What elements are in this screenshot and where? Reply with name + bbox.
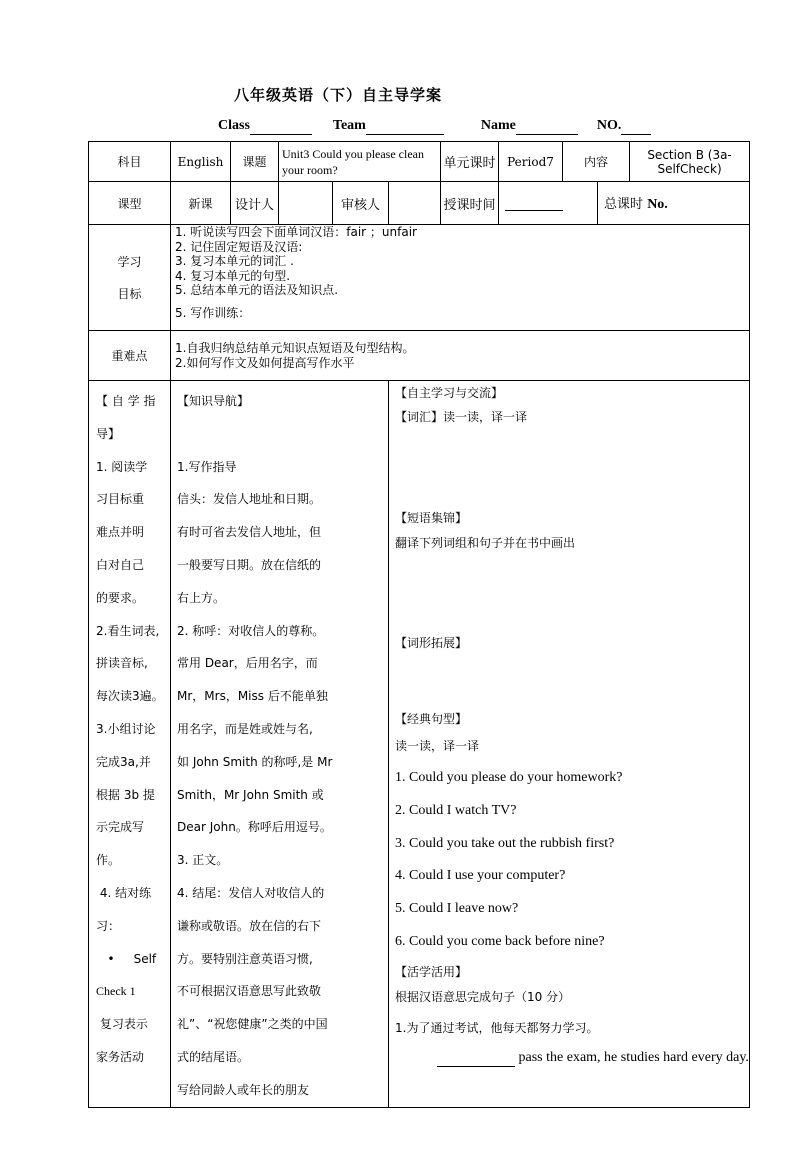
knowledge-line: 有时可省去发信人地址，但: [177, 525, 322, 540]
knowledge-line: 一般要写日期。放在信纸的: [177, 557, 322, 572]
knowledge-line: [177, 418, 382, 451]
class-blank: [250, 118, 312, 135]
content-value: Section B (3a-SelfCheck): [630, 142, 750, 182]
knowledge-line: Mr，Mrs，Miss 后不能单独: [177, 689, 328, 704]
guide-line: 完成3a,并: [96, 754, 151, 769]
time-value: [499, 182, 598, 225]
self-study-exchange-column: [389, 381, 750, 1108]
keypoints-label: 重难点: [89, 331, 171, 381]
sentences-task: 读一读，译一译: [395, 739, 480, 753]
goals-list: [171, 225, 750, 331]
knowledge-line: Dear John。称呼后用逗号。: [177, 820, 332, 835]
topic-label: 课题: [231, 142, 279, 182]
lesson-label: 单元课时: [441, 142, 499, 182]
goals-label: [89, 225, 171, 331]
practice-question-1: 1.为了通过考试，他每天都努力学习。: [395, 1021, 599, 1035]
topic-value: Unit3 Could you please clean your room?: [279, 142, 441, 182]
guide-line: 习目标重: [96, 492, 145, 507]
sentence-item: 5. Could I leave now?: [395, 901, 519, 916]
sentence-item: 3. Could you take out the rubbish first?: [395, 836, 615, 851]
goal-item: 5. 写作训练：: [175, 305, 251, 320]
knowledge-line: 【知识导航】: [177, 394, 250, 408]
student-info-line: [218, 118, 651, 135]
guide-line: 3.小组讨论: [96, 721, 156, 736]
time-label: 授课时间: [441, 182, 499, 225]
answer-blank[interactable]: [437, 1050, 515, 1067]
designer-label: 设计人: [231, 182, 279, 225]
guide-line: • Self: [96, 951, 157, 966]
guide-line: 【 自 学 指: [96, 394, 156, 408]
keypoints-row: [89, 331, 750, 381]
info-row-2: [89, 182, 750, 225]
sentences-heading: 【经典句型】: [395, 712, 468, 726]
no-label: NO.: [596, 118, 622, 133]
practice-heading: 【活学活用】: [395, 965, 468, 979]
study-heading: 【自主学习与交流】: [395, 386, 504, 400]
name-label: Name: [480, 118, 516, 133]
subject-label: 科目: [89, 142, 171, 182]
knowledge-line: 式的结尾语。: [177, 1049, 250, 1064]
guide-line: 根据 3b 提: [96, 787, 155, 802]
phrases-task: 翻译下列词组和句子并在书中画出: [395, 536, 576, 550]
knowledge-line: 礼”、“祝您健康”之类的中国: [177, 1017, 328, 1032]
reviewer-value: [389, 182, 441, 225]
no-blank: [621, 118, 651, 135]
keypoint-item: 2.如何写作文及如何提高写作水平: [175, 355, 355, 370]
guide-line: 4. 结对练: [96, 885, 152, 900]
sentence-item: 1. Could you please do your homework?: [395, 770, 623, 785]
guide-line: 导】: [96, 426, 121, 441]
knowledge-navigation-column: [171, 381, 389, 1108]
total-label: 总课时: [604, 197, 644, 212]
knowledge-line: 常用 Dear，后用名字，而: [177, 656, 318, 671]
self-study-guide-column: [89, 381, 171, 1108]
guide-line: 习：: [96, 918, 121, 933]
knowledge-line: 不可根据汉语意思写此致敬: [177, 984, 322, 999]
word-forms-heading: 【词形拓展】: [395, 636, 468, 650]
keypoints-list: [171, 331, 750, 381]
guide-line: 示完成写: [96, 820, 145, 835]
info-row-1: [89, 142, 750, 182]
class-label: Class: [218, 118, 250, 133]
knowledge-line: 2. 称呼：对收信人的尊称。: [177, 623, 325, 638]
practice-answer-1-text: pass the exam, he studies hard every day.: [518, 1050, 749, 1065]
lesson-plan-table: [88, 141, 750, 1108]
guide-line: 作。: [96, 853, 121, 868]
goal-item: 1. 听说读写四会下面单词汉语：fair ；unfair: [175, 225, 417, 239]
content-label: 内容: [563, 142, 630, 182]
guide-line: 每次读3遍。: [96, 689, 164, 704]
designer-value: [279, 182, 333, 225]
type-value: 新课: [171, 182, 231, 225]
guide-line: 1. 阅读学: [96, 459, 148, 474]
knowledge-line: 1.写作指导: [177, 459, 237, 474]
name-blank: [516, 118, 578, 135]
keypoint-item: 1.自我归纳总结单元知识点短语及句型结构。: [175, 340, 415, 355]
subject-value: English: [171, 142, 231, 182]
lesson-value: Period7: [499, 142, 563, 182]
goal-item: 4. 复习本单元的句型.: [175, 268, 291, 283]
team-label: Team: [332, 118, 366, 133]
guide-line: 复习表示: [96, 1017, 148, 1032]
sentence-item: 4. Could I use your computer?: [395, 868, 566, 883]
practice-answer-1: [437, 1050, 749, 1067]
guide-line: 家务活动: [96, 1049, 145, 1064]
phrases-heading: 【短语集锦】: [395, 511, 468, 525]
guide-line: 2.看生词表,: [96, 623, 160, 638]
knowledge-line: 方。要特别注意英语习惯,: [177, 951, 313, 966]
page-title: 八年级英语（下）自主导学案: [233, 86, 442, 104]
knowledge-line: 信头：发信人地址和日期。: [177, 492, 322, 507]
guide-line: 的要求。: [96, 590, 145, 605]
knowledge-line: 右上方。: [177, 590, 226, 605]
goal-item: 2. 记住固定短语及汉语:: [175, 239, 303, 254]
knowledge-line: 如 John Smith 的称呼,是 Mr: [177, 754, 333, 769]
total-no: No.: [647, 197, 668, 212]
main-content-row: [89, 381, 750, 1108]
knowledge-line: 谦称或敬语。放在信的右下: [177, 918, 322, 933]
goals-label-line1: 学习: [117, 254, 142, 269]
goal-item: 3. 复习本单元的词汇 .: [175, 254, 294, 268]
knowledge-line: 写给同龄人或年长的朋友: [177, 1082, 310, 1097]
sentence-item: 6. Could you come back before nine?: [395, 934, 605, 949]
sentence-item: 2. Could I watch TV?: [395, 803, 517, 818]
goals-label-line2: 目标: [117, 286, 142, 301]
total-cell: [598, 182, 750, 225]
goal-item: 5. 总结本单元的语法及知识点.: [175, 283, 339, 297]
knowledge-line: 用名字，而是姓或姓与名,: [177, 721, 313, 736]
type-label: 课型: [89, 182, 171, 225]
reviewer-label: 审核人: [333, 182, 389, 225]
guide-line: 拼读音标,: [96, 656, 148, 671]
guide-line: 难点并明: [96, 525, 145, 540]
guide-line: 白对自己: [96, 557, 145, 572]
goals-row: [89, 225, 750, 331]
knowledge-line: 4. 结尾：发信人对收信人的: [177, 885, 325, 900]
vocab-heading: 【词汇】读一读，译一译: [395, 410, 528, 424]
guide-line: Check 1: [96, 984, 136, 999]
practice-task: 根据汉语意思完成句子（10 分）: [395, 990, 571, 1004]
knowledge-line: Smith，Mr John Smith 或: [177, 787, 324, 802]
knowledge-line: 3. 正文。: [177, 853, 229, 868]
team-blank: [366, 118, 444, 135]
